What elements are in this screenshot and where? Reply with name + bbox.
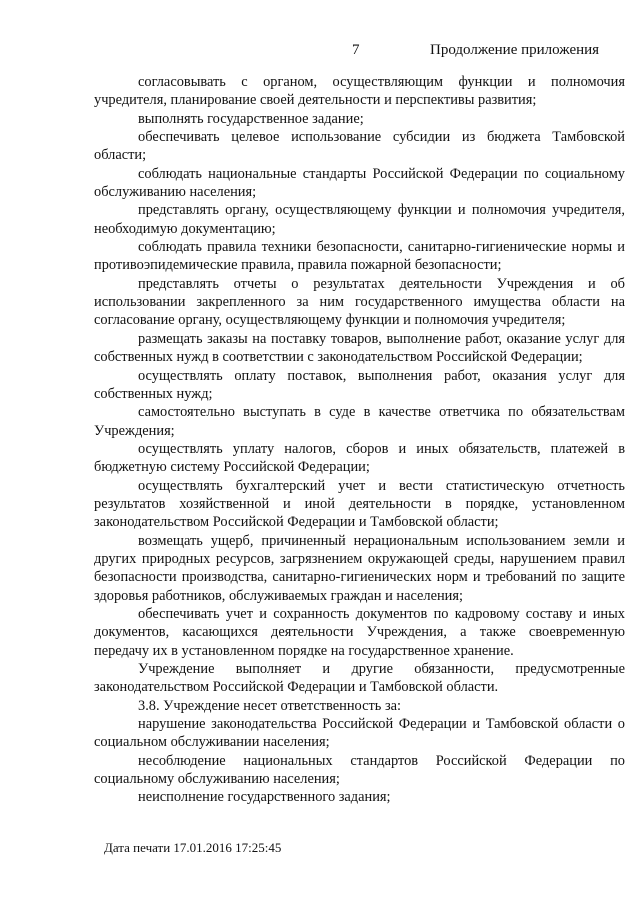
paragraph: обеспечивать учет и сохранность документов по кадровому составу и иных документов, касающихся деятельности Учреждения, а также своевременную передачу их в установленном порядке на государственное хранение. xyxy=(94,605,625,659)
paragraph: выполнять государственное задание; xyxy=(138,110,364,127)
paragraph: возмещать ущерб, причиненный нерациональным использованием земли и других природных ресурсов, загрязнением окружающей среды, нарушением правил безопасности производства, санитарно-гигиенических норм и требований по защите здоровья работников, обслуживаемых граждан и населения; xyxy=(94,532,625,604)
document-body xyxy=(94,73,625,807)
paragraph: представлять органу, осуществляющему функции и полномочия учредителя, необходимую документацию; xyxy=(94,202,625,237)
paragraph: представлять отчеты о результатах деятельности Учреждения и об использовании закрепленного за ним государственного имущества области на согласование органу, осуществляющему функции и полномочия учредителя; xyxy=(94,275,625,329)
paragraph: самостоятельно выступать в суде в качестве ответчика по обязательствам Учреждения; xyxy=(94,404,625,439)
paragraph: нарушение законодательства Российской Федерации и Тамбовской области о социальном обслуживании населения; xyxy=(94,716,625,751)
paragraph: несоблюдение национальных стандартов Российской Федерации по социальному обслуживанию населения; xyxy=(94,752,625,788)
paragraph: обеспечивать целевое использование субсидии из бюджета Тамбовской области; xyxy=(94,129,625,164)
section-heading: 3.8. Учреждение несет ответственность за: xyxy=(138,697,402,714)
paragraph: осуществлять уплату налогов, сборов и иных обязательств, платежей в бюджетную систему Российской Федерации; xyxy=(94,440,625,476)
paragraph: согласовывать с органом, осуществляющим функции и полномочия учредителя, планирование своей деятельности и перспективы развития; xyxy=(94,74,625,109)
page-number: 7 xyxy=(352,42,360,58)
paragraph: осуществлять бухгалтерский учет и вести статистическую отчетность результатов хозяйственной и иной деятельности в порядке, установленном законодательством Российской Федерации и Тамбовской области; xyxy=(94,477,625,531)
print-date: Дата печати 17.01.2016 17:25:45 xyxy=(104,840,282,855)
paragraph: размещать заказы на поставку товаров, выполнение работ, оказание услуг для собственных нужд в соответствии с законодательством Российской Федерации; xyxy=(94,330,625,366)
header-note: Продолжение приложения xyxy=(430,42,600,58)
paragraph: соблюдать правила техники безопасности, санитарно-гигиенические нормы и противоэпидемические правила, правила пожарной безопасности; xyxy=(94,239,625,274)
paragraph: Учреждение выполняет и другие обязанности, предусмотренные законодательством Российской Федерации и Тамбовской области. xyxy=(94,661,625,696)
paragraph: неисполнение государственного задания; xyxy=(138,789,391,806)
paragraph: соблюдать национальные стандарты Российской Федерации по социальному обслуживанию населения; xyxy=(94,165,625,201)
paragraph: осуществлять оплату поставок, выполнения работ, оказания услуг для собственных нужд; xyxy=(94,367,625,402)
